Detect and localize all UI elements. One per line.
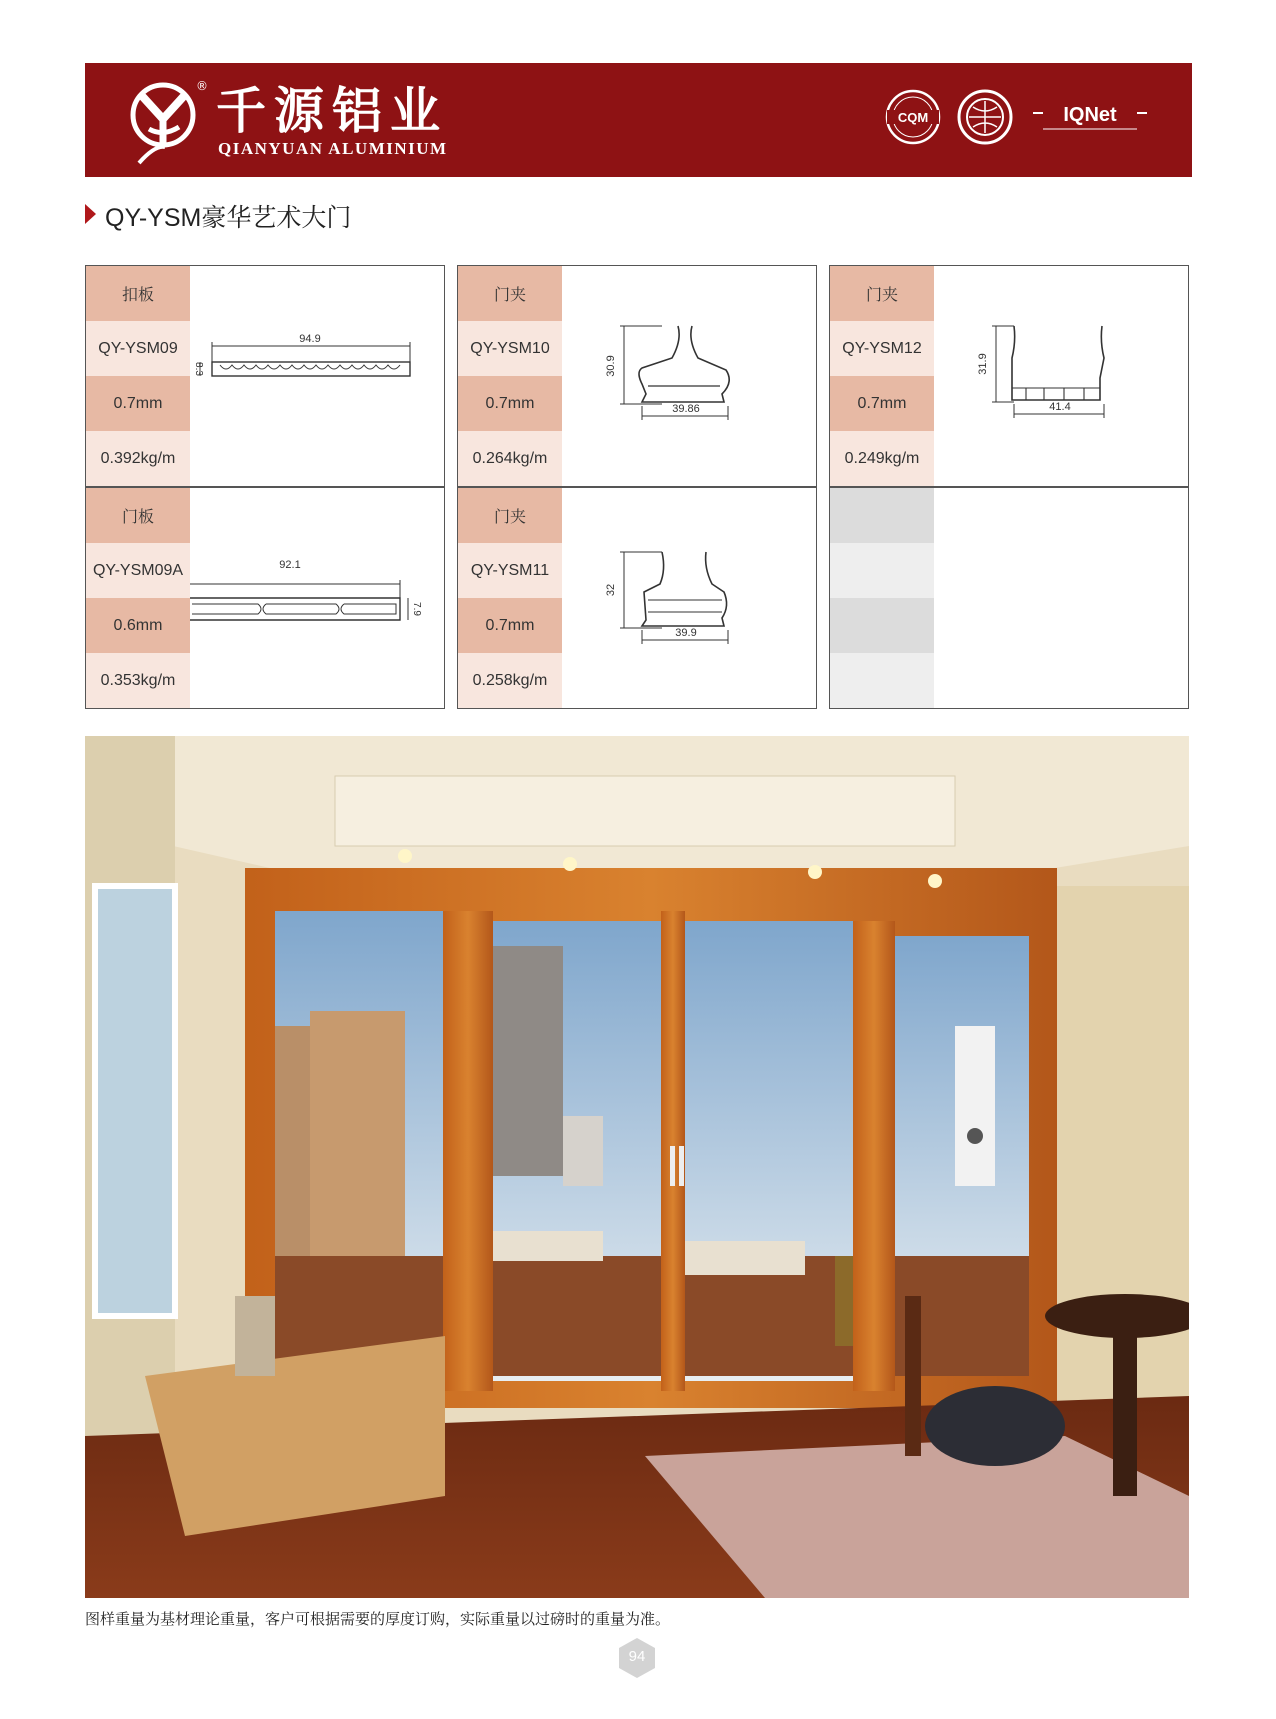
svg-text:32: 32 bbox=[605, 583, 617, 597]
svg-text:7.9: 7.9 bbox=[411, 602, 422, 616]
sliding-door-interior-photo bbox=[85, 736, 1189, 1598]
svg-text:30.9: 30.9 bbox=[605, 355, 617, 377]
category-label: 门夹 bbox=[458, 488, 562, 543]
category-label: 门板 bbox=[86, 488, 190, 543]
svg-text:39.9: 39.9 bbox=[675, 627, 697, 639]
empty-cell bbox=[830, 653, 934, 708]
empty-cell bbox=[830, 598, 934, 653]
product-card-ysm11 bbox=[457, 487, 817, 709]
product-card-ysm12 bbox=[829, 265, 1189, 487]
thickness: 0.7mm bbox=[86, 376, 190, 431]
thickness: 0.7mm bbox=[458, 376, 562, 431]
weight: 0.264kg/m bbox=[458, 431, 562, 486]
product-code: QY-YSM09A bbox=[86, 543, 190, 598]
category-label: 门夹 bbox=[830, 266, 934, 321]
product-code: QY-YSM11 bbox=[458, 543, 562, 598]
thickness: 0.6mm bbox=[86, 598, 190, 653]
iqnet-cert-icon bbox=[1033, 99, 1147, 135]
weight: 0.258kg/m bbox=[458, 653, 562, 708]
interior-scene-illustration bbox=[85, 736, 1189, 1598]
product-code: QY-YSM12 bbox=[830, 321, 934, 376]
weight: 0.249kg/m bbox=[830, 431, 934, 486]
svg-text:41.4: 41.4 bbox=[1049, 401, 1071, 413]
brand-name-cn: 千源铝业 bbox=[216, 81, 448, 140]
header-banner bbox=[85, 63, 1192, 177]
weight-note: 图样重量为基材理论重量，客户可根据需要的厚度订购，实际重量以过磅时的重量为准。 bbox=[85, 1610, 671, 1628]
svg-text:94.9: 94.9 bbox=[299, 333, 321, 345]
category-label: 扣板 bbox=[86, 266, 190, 321]
svg-text:8.3: 8.3 bbox=[193, 362, 204, 376]
weight: 0.392kg/m bbox=[86, 431, 190, 486]
product-code: QY-YSM10 bbox=[458, 321, 562, 376]
qianyuan-logo-icon bbox=[129, 79, 203, 165]
empty-cell bbox=[830, 543, 934, 598]
empty-cell bbox=[830, 488, 934, 543]
page-number: 94 bbox=[628, 1648, 646, 1665]
registered-mark: ® bbox=[196, 79, 208, 93]
page-title: QY-YSM豪华艺术大门 bbox=[105, 204, 352, 232]
product-card-ysm09a bbox=[85, 487, 445, 709]
brand-name-en: QIANYUAN ALUMINIUM bbox=[218, 139, 448, 158]
product-code: QY-YSM09 bbox=[86, 321, 190, 376]
cqm-cert-icon bbox=[885, 89, 941, 145]
cs-cert-icon bbox=[957, 89, 1013, 145]
product-card-ysm10 bbox=[457, 265, 817, 487]
profile-drawing-ysm09a bbox=[190, 488, 444, 708]
category-label: 门夹 bbox=[458, 266, 562, 321]
product-card-ysm09 bbox=[85, 265, 445, 487]
weight: 0.353kg/m bbox=[86, 653, 190, 708]
thickness: 0.7mm bbox=[830, 376, 934, 431]
profile-drawing-ysm11 bbox=[562, 488, 816, 708]
svg-text:CQM: CQM bbox=[897, 110, 929, 125]
svg-text:92.1: 92.1 bbox=[279, 559, 301, 571]
profile-drawing-ysm12 bbox=[934, 266, 1188, 486]
title-marker-icon bbox=[85, 204, 96, 224]
thickness: 0.7mm bbox=[458, 598, 562, 653]
svg-text:39.86: 39.86 bbox=[672, 403, 700, 415]
svg-text:IQNet: IQNet bbox=[1063, 104, 1117, 126]
profile-drawing-ysm09 bbox=[190, 266, 444, 486]
profile-drawing-ysm10 bbox=[562, 266, 816, 486]
product-card-empty bbox=[829, 487, 1189, 709]
svg-text:31.9: 31.9 bbox=[977, 353, 989, 375]
